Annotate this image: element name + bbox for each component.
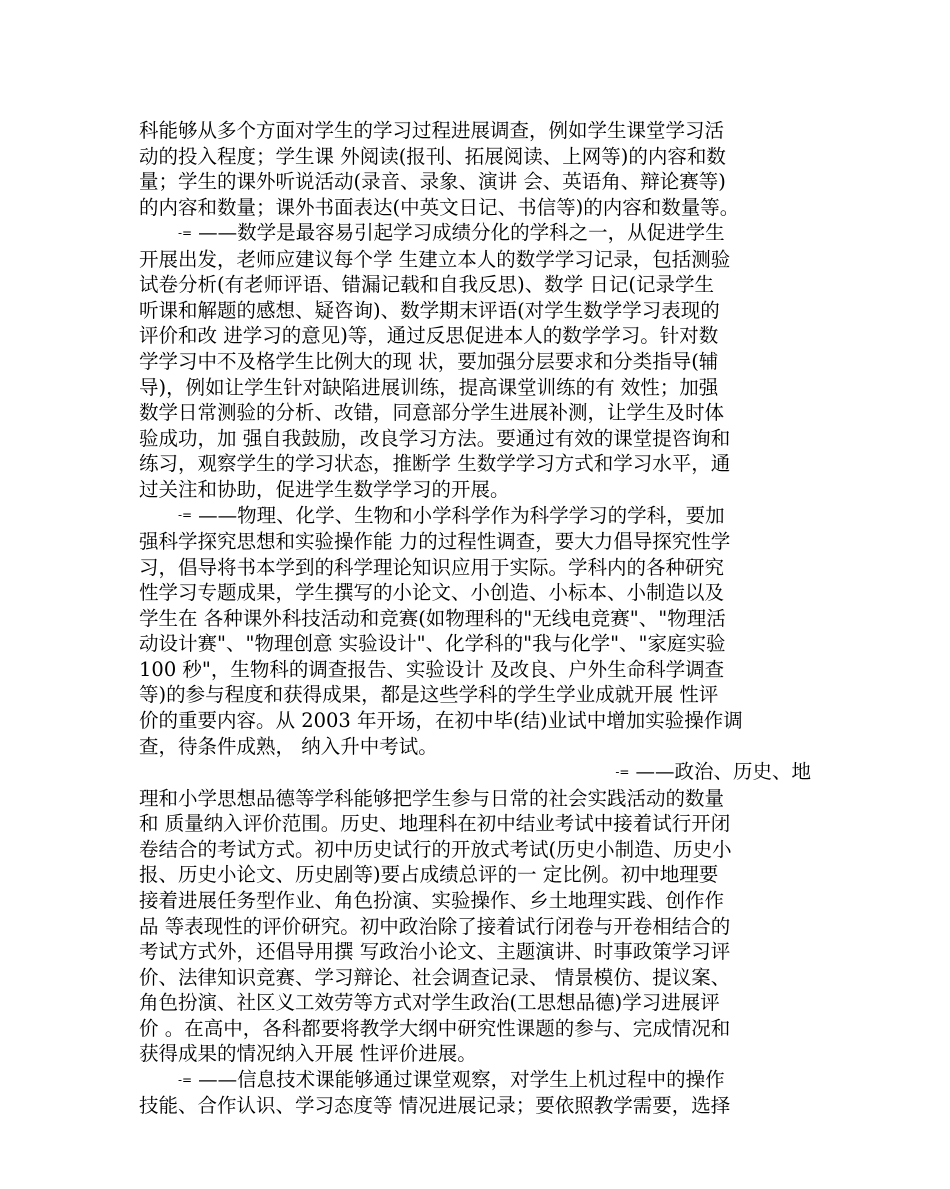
text-line xyxy=(139,220,811,246)
bullet-mark: -= xyxy=(178,1072,193,1087)
text-line: 量；学生的课外听说活动(录音、录象、演讲 会、英语角、辩论赛等) xyxy=(139,170,726,194)
text-line: 查，待条件成熟， 纳入升中考试。 xyxy=(139,734,438,758)
bullet-mark: -= xyxy=(178,226,193,241)
text-line: 开展出发，老师应建议每个学 生建立本人的数学学习记录，包括测验 xyxy=(139,247,731,271)
bullet-mark: -= xyxy=(615,764,630,779)
text-line-content: ——数学是最容易引起学习成绩分化的学科之一，从促进学生 xyxy=(198,221,725,245)
text-line: 角色扮演、社区义工效劳等方式对学生政治(工思想品德)学习进展评 xyxy=(139,991,720,1015)
text-line: 听课和解题的感想、疑咨询)、数学期末评语(对学生数学学习表现的 xyxy=(139,298,720,322)
paragraph-science xyxy=(139,503,811,760)
text-line: 动设计赛"、"物理创意 实验设计"、化学科的"我与化学"、"家庭实验 xyxy=(139,632,726,656)
text-line: 学学习中不及格学生比例大的现 状，要加强分层要求和分类指导(辅 xyxy=(139,350,719,374)
paragraph-information-technology xyxy=(139,1067,811,1119)
text-line: 导)，例如让学生针对缺陷进展训练，提高课堂训练的有 效性；加强 xyxy=(139,375,719,399)
text-line: 获得成果的情况纳入开展 性评价进展。 xyxy=(139,1042,477,1066)
text-line: 科能够从多个方面对学生的学习过程进展调查，例如学生课堂学习活 xyxy=(139,119,725,142)
text-line: 接着进展任务型作业、角色扮演、实验操作、乡土地理实践、创作作 xyxy=(139,888,725,912)
text-line-content: ——物理、化学、生物和小学科学作为科学学习的学科，要加 xyxy=(198,503,725,527)
text-line xyxy=(139,1067,811,1093)
paragraph-math xyxy=(139,220,811,502)
text-line: 试卷分析(有老师评语、错漏记载和自我反思)、数学 日记(记录学生 xyxy=(139,273,715,297)
text-line: 品 等表现性的评价研究。初中政治除了接着试行闭卷与开卷相结合的 xyxy=(139,914,731,938)
text-line: 过关注和协助，促进学生数学学习的开展。 xyxy=(139,478,510,502)
paragraph-humanities xyxy=(139,759,811,1067)
text-line: 数学日常测验的分析、改错，同意部分学生进展补测，让学生及时体 xyxy=(139,401,725,425)
text-line: 评价和改 进学习的意见)等，通过反思促进本人的数学学习。针对数 xyxy=(139,324,719,348)
text-line: 技能、合作认识、学习态度等 情况进展记录；要依照教学需要，选择 xyxy=(139,1094,731,1118)
text-line-content: ——政治、历史、地 xyxy=(635,760,811,784)
text-line-right xyxy=(139,759,811,785)
text-line: 的内容和数量；课外书面表达(中英文日记、书信等)的内容和数量等。 xyxy=(139,195,740,219)
text-line: 100 秒"，生物科的调查报告、实验设计 及改良、户外生命科学调查 xyxy=(139,657,725,681)
paragraph-language-assessment xyxy=(139,118,811,220)
text-line-content: ——信息技术课能够通过课堂观察，对学生上机过程中的操作 xyxy=(198,1068,725,1092)
text-line: 练习，观察学生的学习状态，推断学 生数学学习方式和学习水平，通 xyxy=(139,452,731,476)
bullet-mark: -= xyxy=(178,508,193,523)
text-line: 习，倡导将书本学到的科学理论知识应用于实际。学科内的各种研究 xyxy=(139,555,725,579)
text-line xyxy=(139,503,811,529)
text-line: 价的重要内容。从 2003 年开场，在初中毕(结)业试中增加实验操作调 xyxy=(139,709,743,733)
text-line: 价 。在高中，各科都要将教学大纲中研究性课题的参与、完成情况和 xyxy=(139,1016,731,1040)
text-line: 验成功，加 强自我鼓励，改良学习方法。要通过有效的课堂提咨询和 xyxy=(139,426,731,450)
document-page xyxy=(139,118,811,1119)
text-line: 学生在 各种课外科技活动和竞赛(如物理科的"无线电竞赛"、"物理活 xyxy=(139,606,726,630)
text-line: 考试方式外，还倡导用撰 写政治小论文、主题演讲、时事政策学习评 xyxy=(139,940,731,964)
text-line: 性学习专题成果，学生撰写的小论文、小创造、小标本、小制造以及 xyxy=(139,581,725,605)
text-line: 理和小学思想品德等学科能够把学生参与日常的社会实践活动的数量 xyxy=(139,786,725,810)
text-line: 动的投入程度；学生课 外阅读(报刊、拓展阅读、上网等)的内容和数 xyxy=(139,144,726,168)
text-line: 卷结合的考试方式。初中历史试行的开放式考试(历史小制造、历史小 xyxy=(139,837,732,861)
text-line: 强科学探究思想和实验操作能 力的过程性调查，要大力倡导探究性学 xyxy=(139,529,731,553)
text-line: 等)的参与程度和获得成果，都是这些学科的学生学业成就开展 性评 xyxy=(139,683,719,707)
text-line: 报、历史小论文、历史剧等)要占成绩总评的一 定比例。初中地理要 xyxy=(139,863,719,887)
text-line: 价、法律知识竞赛、学习辩论、社会调查记录、 情景模仿、提议案、 xyxy=(139,965,731,989)
text-line: 和 质量纳入评价范围。历史、地理科在初中结业考试中接着试行开闭 xyxy=(139,812,731,836)
